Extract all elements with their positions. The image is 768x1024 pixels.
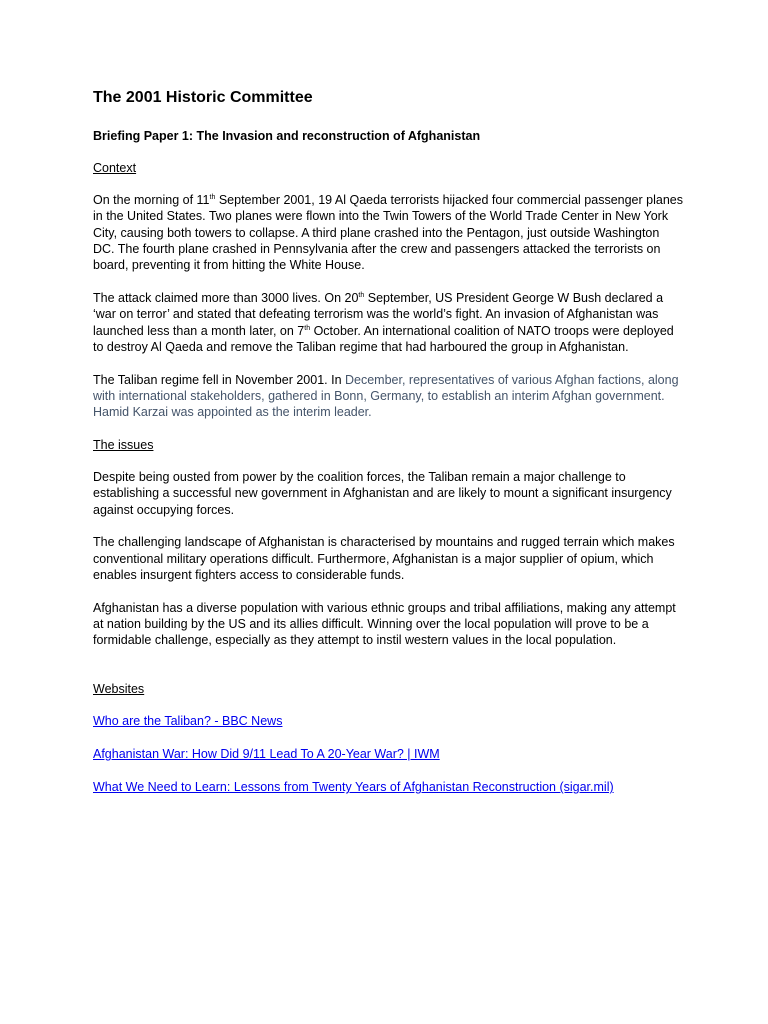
issues-heading: The issues	[93, 438, 154, 453]
highlighted-text: December, representatives of various Afghan factions, along with international stakeholders, gathered in Bonn, Germany, to establish an interim Afghan government. Hamid Karzai was appointed as the interim leader.	[93, 372, 679, 420]
issues-paragraph-1: Despite being ousted from power by the coalition forces, the Taliban remain a major challenge to establishing a successful new government in Afghanistan and are likely to mount a significant insurgency against occupying forces.	[93, 470, 672, 517]
link-iwm-afghanistan-war[interactable]: Afghanistan War: How Did 9/11 Lead To A 20-Year War? | IWM	[93, 747, 440, 762]
context-paragraph-2: The attack claimed more than 3000 lives. On 20th September, US President George W Bush declared a ‘war on terror’ and stated that defeating terrorism was the world’s fight. An invasion of Afghanistan was launched less than a month later, on 7th October. An international coalition of NATO troops were deployed to destroy Al Qaeda and remove the Taliban regime that had harboured the group in Afghanistan.	[93, 290, 674, 354]
link-bbc-taliban[interactable]: Who are the Taliban? - BBC News	[93, 714, 283, 729]
websites-heading: Websites	[93, 682, 145, 697]
issues-paragraph-3: Afghanistan has a diverse population with various ethnic groups and tribal affiliations, making any attempt at nation building by the US and its allies difficult. Winning over the local population will prove to be a formidable challenge, especially as they attempt to instil western values in the local population.	[93, 600, 676, 648]
context-heading: Context	[93, 161, 137, 175]
document-page	[93, 88, 683, 812]
link-sigar-lessons[interactable]: What We Need to Learn: Lessons from Twenty Years of Afghanistan Reconstruction (sigar.mil)	[93, 780, 614, 795]
context-paragraph-3: The Taliban regime fell in November 2001. In December, representatives of various Afghan factions, along with international stakeholders, gathered in Bonn, Germany, to establish an interim Afghan government. Hamid Karzai was appointed as the interim leader.	[93, 372, 679, 420]
spacer	[93, 665, 683, 681]
context-paragraph-1: On the morning of 11th September 2001, 19 Al Qaeda terrorists hijacked four commercial passenger planes in the United States. Two planes were flown into the Twin Towers of the World Trade Center in New York City, causing both towers to collapse. A third plane crashed into the Pentagon, just outside Washington DC. The fourth plane crashed in Pennsylvania after the crew and passengers attacked the terrorists on board, preventing it from hitting the White House.	[93, 193, 683, 273]
briefing-subtitle: Briefing Paper 1: The Invasion and reconstruction of Afghanistan	[93, 129, 481, 143]
document-title: The 2001 Historic Committee	[93, 89, 313, 106]
issues-paragraph-2: The challenging landscape of Afghanistan is characterised by mountains and rugged terrain which makes conventional military operations difficult. Furthermore, Afghanistan is a major supplier of opium, which enables insurgent fighters access to considerable funds.	[93, 535, 675, 583]
